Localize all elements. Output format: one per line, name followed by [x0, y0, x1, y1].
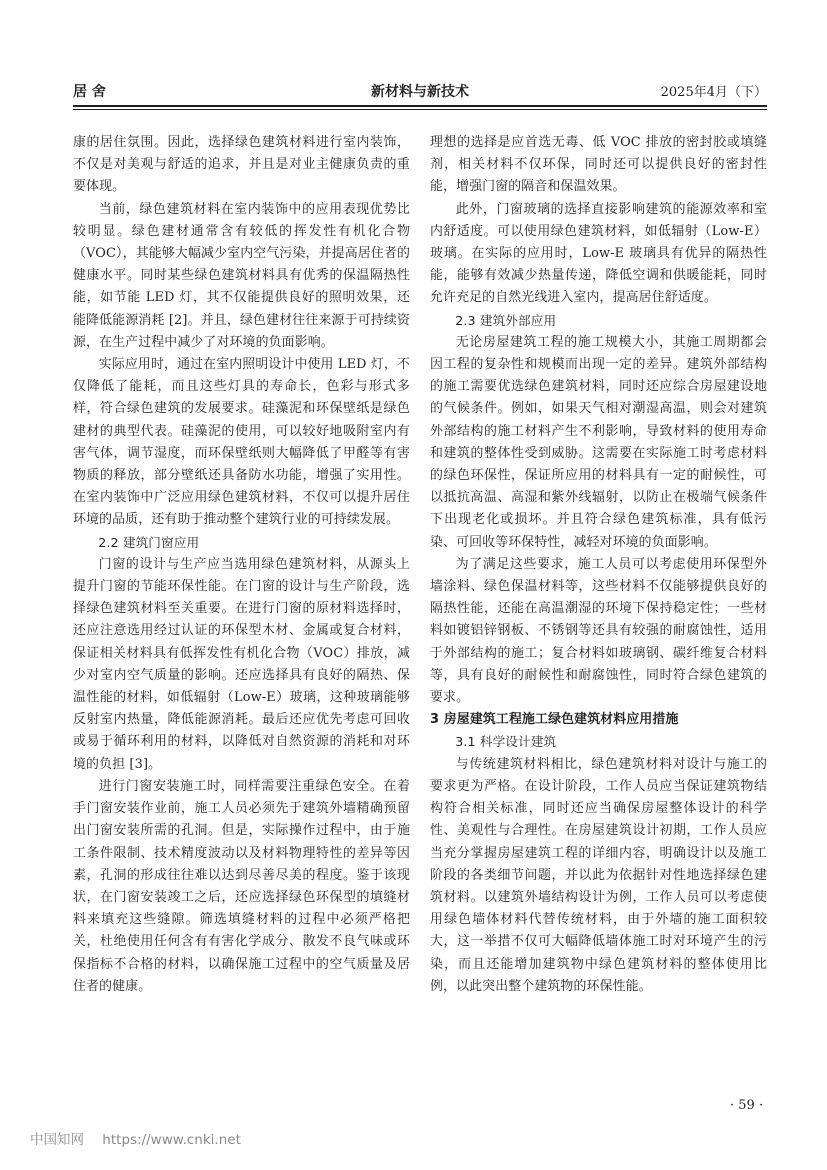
page-number: · 59 ·: [730, 1098, 764, 1113]
footer-watermark: [30, 1128, 255, 1148]
cnki-logo-text: 中国知网: [30, 1132, 84, 1148]
section-title: 新材料与新技术: [371, 84, 469, 100]
paragraph: 实际应用时，通过在室内照明设计中使用 LED 灯，不仅降低了能耗，而且这些灯具的寿命长，色彩与形式多样，符合绿色建筑的发展要求。硅藻泥和环保壁纸是绿色建材的典型代表。硅藻泥的使用，可以较好地吸附室内有害气体，调节湿度，而环保壁纸则大幅降低了甲醛等有害物质的释放，部分壁纸还具备防水功能，增强了实用性。在室内装饰中广泛应用绿色建筑材料，不仅可以提升居住环境的品质，还有助于推动整个建筑行业的可持续发展。: [73, 357, 410, 528]
paragraph: 门窗的设计与生产应当选用绿色建筑材料，从源头上提升门窗的节能环保性能。在门窗的设计与生产阶段，选择绿色建筑材料至关重要。在进行门窗的原材料选择时，还应注意选用经过认证的环保型木材、金属或复合材料，保证相关材料具有低挥发性有机化合物（VOC）排放，减少对室内空气质量的影响。还应选择具有良好的隔热、保温性能的材料，如低辐射（Low-E）玻璃，这种玻璃能够反射室内热量，降低能源消耗。最后还应优先考虑可回收或易于循环利用的材料，以降低对自然资源的消耗和对环境的负担 [3]。: [73, 556, 410, 772]
paragraph: 当前，绿色建筑材料在室内装饰中的应用表现优势比较明显。绿色建材通常含有较低的挥发性有机化合物（VOC），其能够大幅减少室内空气污染，并提高居住者的健康水平。同时某些绿色建筑材料具有优秀的保温隔热性能，如节能 LED 灯，其不仅能提供良好的照明效果，还能降低能源消耗 [2]。并且，绿色建材往往来源于可持续资源，在生产过程中减少了对环境的负面影响。: [73, 201, 410, 350]
paragraph: 进行门窗安装施工时，同样需要注重绿色安全。在着手门窗安装作业前，施工人员必须先于建筑外墙精确预留出门窗安装所需的孔洞。但是，实际操作过程中，由于施工条件限制、技术精度波动以及材料物理特性的差异等因素，孔洞的形成往往难以达到尽善尽美的程度。鉴于该现状，在门窗安装竣工之后，还应选择绿色环保型的填缝材料来填充这些缝隙。筛选填缝材料的过程中必须严格把关，杜绝使用任何含有有害化学成分、散发不良气味或环保指标不合格的材料，以确保施工过程中的空气质量及居住者的健康。: [73, 778, 410, 994]
cnki-url[interactable]: https://www.cnki.net: [102, 1132, 241, 1148]
paragraph: 无论房屋建筑工程的施工规模大小，其施工周期都会因工程的复杂性和规模而出现一定的差异。建筑外部结构的施工需要优选绿色建筑材料，同时还应综合房屋建设地的气候条件。例如，如果天气相对潮湿高温，则会对建筑外部结构的施工材料产生不利影响，导致材料的使用寿命和建筑的整体性受到威胁。这需要在实际施工时考虑材料的绿色环保性，保证所应用的材料具有一定的耐候性，可以抵抗高温、高湿和紫外线辐射，以防止在极端气候条件下出现老化或损坏。并且符合绿色建筑标准，具有低污染、可回收等环保特性，减轻对环境的负面影响。: [430, 334, 767, 550]
subsection-heading: 3.1 科学设计建筑: [455, 734, 557, 750]
paragraph: 康的居住氛围。因此，选择绿色建筑材料进行室内装饰，不仅是对美观与舒适的追求，并且是对业主健康负责的重要体现。: [73, 135, 410, 195]
journal-name: 居 舍: [73, 84, 106, 100]
paragraph: 理想的选择是应首选无毒、低 VOC 排放的密封胶或填缝剂，相关材料不仅环保，同时还可以提供良好的密封性能，增强门窗的隔音和保温效果。: [430, 135, 767, 195]
issue-date: 2025年4月（下）: [660, 85, 767, 100]
header-rule-thick: [73, 105, 767, 107]
paragraph: 此外，门窗玻璃的选择直接影响建筑的能源效率和室内舒适度。可以使用绿色建筑材料，如低辐射（Low-E）玻璃。在实际的应用时，Low-E 玻璃具有优异的隔热性能，能够有效减少热量传递，降低空调和供暖能耗，同时允许充足的自然光线进入室内，提高居住舒适度。: [430, 201, 767, 306]
paragraph: 为了满足这些要求，施工人员可以考虑使用环保型外墙涂料、绿色保温材料等，这些材料不仅能够提供良好的隔热性能，还能在高温潮湿的环境下保持稳定性；一些材料如镀铝锌钢板、不锈钢等还具有较强的耐腐蚀性，适用于外部结构的施工；复合材料如玻璃钢、碳纤维复合材料等，具有良好的耐候性和耐腐蚀性，同时符合绿色建筑的要求。: [430, 556, 767, 706]
right-column: [430, 132, 767, 998]
paragraph: 与传统建筑材料相比，绿色建筑材料对设计与施工的要求更为严格。在设计阶段，工作人员应当保证建筑物结构符合相关标准，同时还应当确保房屋整体设计的科学性、美观性与合理性。在房屋建筑设计初期，工作人员应当充分掌握房屋建筑工程的详细内容，明确设计以及施工阶段的各类细节问题，并以此为依据针对性地选择绿色建筑材料。以建筑外墙结构设计为例，工作人员可以考虑使用绿色墙体材料代替传统材料，由于外墙的施工面积较大，这一举措不仅可大幅降低墙体施工时对环境产生的污染，而且还能增加建筑物中绿色建筑材料的整体使用比例，以此突出整个建筑物的环保性能。: [430, 756, 767, 994]
left-column: [73, 132, 410, 998]
running-header: [73, 78, 767, 102]
subsection-heading: 2.3 建筑外部应用: [455, 312, 557, 328]
header-rule-thin: [73, 109, 767, 110]
subsection-heading: 2.2 建筑门窗应用: [98, 534, 200, 550]
section-heading: 3 房屋建筑工程施工绿色建筑材料应用措施: [430, 712, 679, 728]
